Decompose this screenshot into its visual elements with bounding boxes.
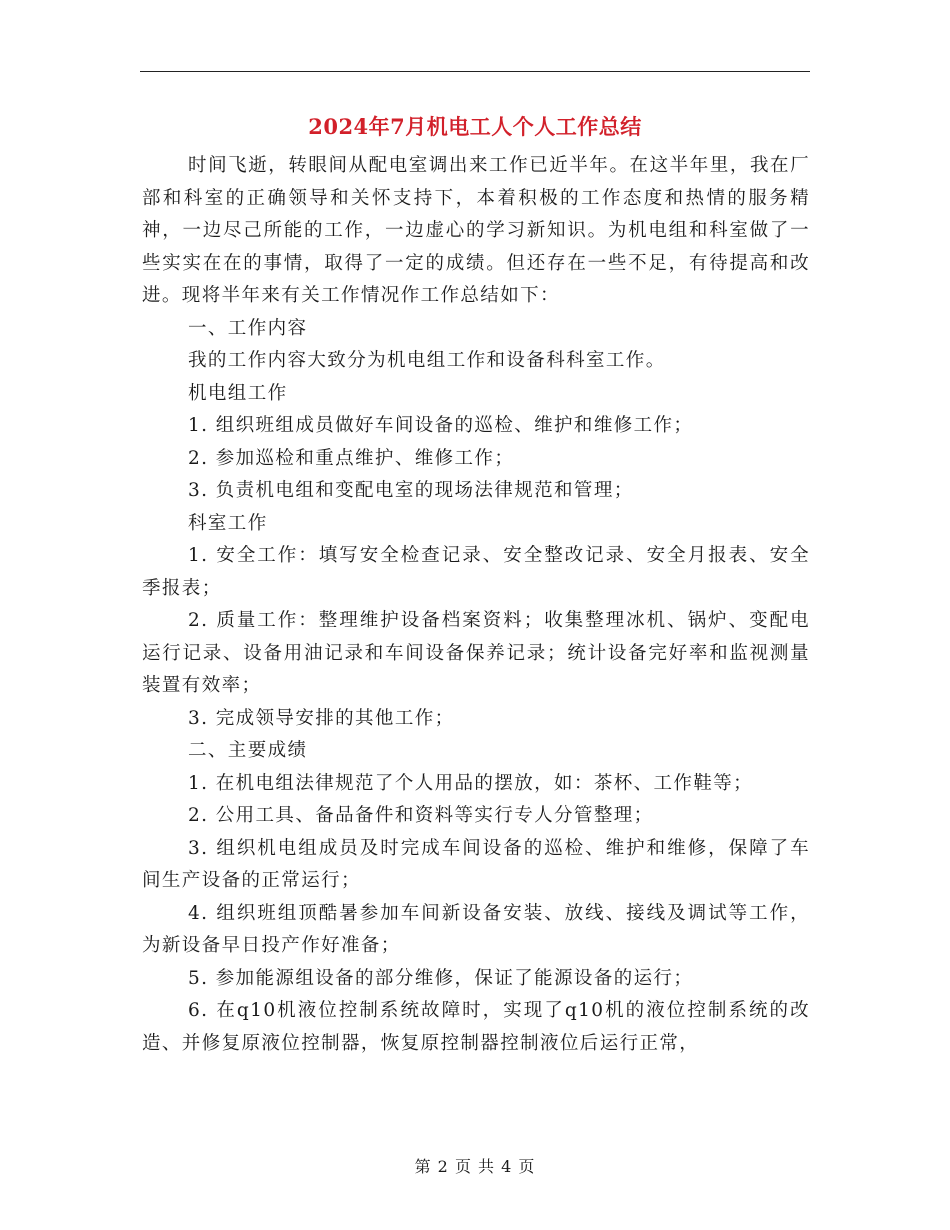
section-heading: 二、主要成绩 <box>188 740 308 761</box>
list-item: 6. 在q10机液位控制系统故障时，实现了q10机的液位控制系统的改造、并修复原液位控制器，恢复原控制器控制液位后运行正常， <box>142 1000 810 1054</box>
subsection-heading: 科室工作 <box>188 512 268 534</box>
list-item: 4. 组织班组顶酷暑参加车间新设备安装、放线、接线及调试等工作，为新设备早日投产作好准备； <box>142 902 810 956</box>
list-item: 2. 质量工作：整理维护设备档案资料；收集整理冰机、锅炉、变配电运行记录、设备用油记录和车间设备保养记录；统计设备完好率和监视测量装置有效率； <box>142 610 810 696</box>
list-item: 2. 公用工具、备品备件和资料等实行专人分管整理； <box>188 805 654 826</box>
list-item: 1. 组织班组成员做好车间设备的巡检、维护和维修工作； <box>188 415 694 436</box>
list-item: 3. 负责机电组和变配电室的现场法律规范和管理； <box>188 480 634 501</box>
paragraph: 我的工作内容大致分为机电组工作和设备科科室工作。 <box>188 350 666 371</box>
document-body <box>142 150 810 1060</box>
list-item: 3. 完成领导安排的其他工作； <box>188 707 455 729</box>
paragraph: 时间飞逝，转眼间从配电室调出来工作已近半年。在这半年里，我在厂部和科室的正确领导和关怀支持下，本着积极的工作态度和热情的服务精神，一边尽己所能的工作，一边虚心的学习新知识。为机电组和科室做了一些实实在在的事情，取得了一定的成绩。但还存在一些不足，有待提高和改进。现将半年来有关工作情况作工作总结如下： <box>142 155 810 306</box>
list-item: 1. 在机电组法律规范了个人用品的摆放，如：茶杯、工作鞋等； <box>188 772 754 794</box>
list-item: 1. 安全工作：填写安全检查记录、安全整改记录、安全月报表、安全季报表； <box>142 545 810 599</box>
document-title: 2024年7月机电工人个人工作总结 <box>308 114 642 139</box>
header-rule <box>140 71 810 72</box>
section-heading: 一、工作内容 <box>188 317 308 339</box>
list-item: 2. 参加巡检和重点维护、维修工作； <box>188 447 515 469</box>
subsection-heading: 机电组工作 <box>188 382 288 404</box>
list-item: 3. 组织机电组成员及时完成车间设备的巡检、维护和维修，保障了车间生产设备的正常运行； <box>142 837 810 891</box>
page-footer: 第 2 页 共 4 页 <box>414 1157 536 1176</box>
list-item: 5. 参加能源组设备的部分维修，保证了能源设备的运行； <box>188 967 694 989</box>
